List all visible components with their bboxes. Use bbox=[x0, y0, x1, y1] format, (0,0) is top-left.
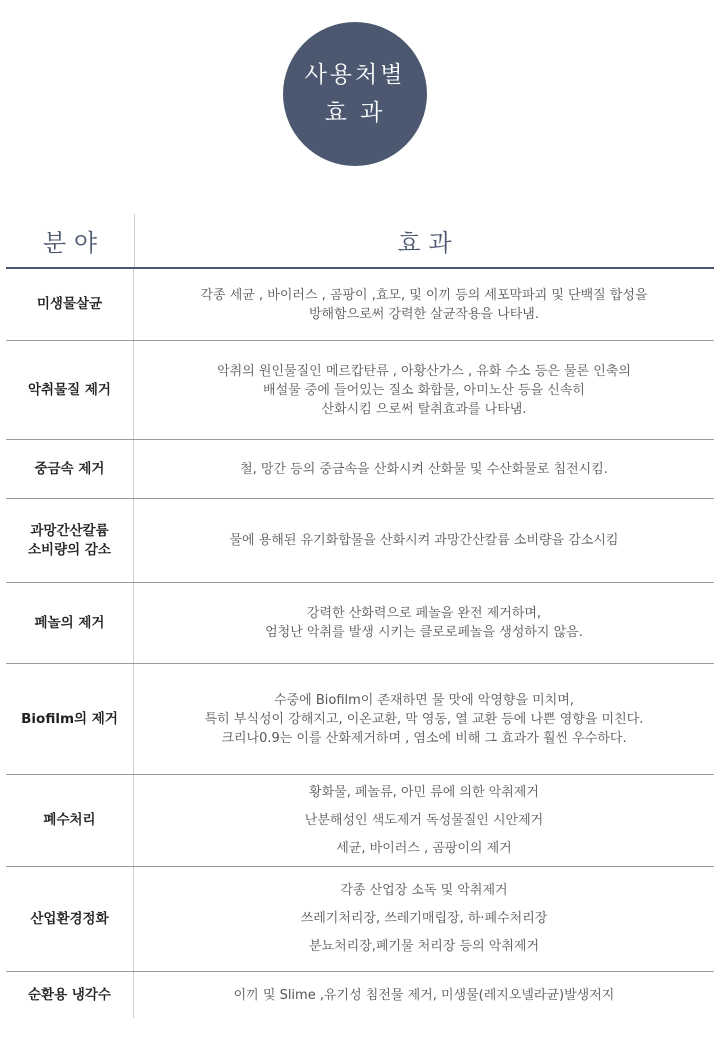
field-label: 페놀의 제거 bbox=[34, 614, 105, 631]
effect-cell bbox=[134, 972, 714, 1018]
effect-text-line: 강력한 산화력으로 페놀을 완전 제거하며, bbox=[306, 606, 542, 621]
effect-text-line: 방해함으로써 강력한 살균작용을 나타냄. bbox=[308, 306, 539, 322]
field-label: 소비량의 감소 bbox=[28, 541, 111, 558]
table-row bbox=[6, 867, 714, 972]
badge-title-line2: 효 과 bbox=[324, 100, 386, 126]
effect-cell bbox=[134, 341, 714, 439]
effect-text-line: 특히 부식성이 강해지고, 이온교환, 막 영동, 열 교환 등에 나쁜 영향을 미친다. bbox=[204, 711, 644, 727]
table-body bbox=[6, 269, 714, 1018]
effect-text-line: 배설물 중에 들어있는 질소 화합물, 아미노산 등을 신속히 bbox=[263, 382, 585, 398]
field-label: 산업환경정화 bbox=[30, 910, 109, 927]
field-label: 미생물살균 bbox=[36, 296, 103, 312]
field-label: 폐수처리 bbox=[43, 812, 96, 828]
effect-text-line: 수중에 Biofilm이 존재하면 물 맛에 악영향을 미치며, bbox=[274, 692, 574, 708]
field-cell bbox=[6, 269, 134, 340]
table-row bbox=[6, 583, 714, 664]
field-cell bbox=[6, 583, 134, 663]
effect-text-line: 세균, 바이러스 , 곰팡이의 제거 bbox=[336, 840, 512, 856]
effect-text-line: 각종 산업장 소독 및 악취제거 bbox=[340, 883, 508, 898]
table-row bbox=[6, 775, 714, 867]
title-badge bbox=[283, 22, 427, 166]
effect-text-line: 엄청난 악취를 발생 시키는 클로로페놀을 생성하지 않음. bbox=[265, 625, 583, 640]
effect-cell bbox=[134, 269, 714, 340]
table-row bbox=[6, 269, 714, 341]
field-label: 중금속 제거 bbox=[34, 460, 105, 477]
header-effect: 효 과 bbox=[397, 229, 452, 257]
field-cell bbox=[6, 867, 134, 971]
effect-cell bbox=[134, 499, 714, 582]
table-header bbox=[6, 214, 714, 269]
effect-text-line: 이끼 및 Slime ,유기성 침전물 제거, 미생물(레지오넬라균)발생저지 bbox=[233, 987, 615, 1003]
field-cell bbox=[6, 499, 134, 582]
header-field: 분 야 bbox=[6, 214, 135, 267]
table-row bbox=[6, 972, 714, 1018]
effect-cell bbox=[134, 583, 714, 663]
effect-text-line: 크리나0.9는 이를 산화제거하며 , 염소에 비해 그 효과가 훨씬 우수하다. bbox=[221, 730, 627, 746]
effect-cell bbox=[134, 440, 714, 498]
table-row bbox=[6, 499, 714, 583]
table-row bbox=[6, 440, 714, 499]
field-label: 과망간산칼륨 bbox=[30, 522, 109, 539]
field-label: 악취물질 제거 bbox=[28, 381, 111, 398]
table-row bbox=[6, 341, 714, 440]
effect-text-line: 분뇨처리장,폐기물 처리장 등의 악취제거 bbox=[308, 939, 539, 954]
effects-table bbox=[6, 214, 714, 1018]
field-cell bbox=[6, 775, 134, 866]
field-cell bbox=[6, 341, 134, 439]
effect-text-line: 황화물, 페놀류, 아민 류에 의한 악취제거 bbox=[309, 784, 539, 800]
field-cell bbox=[6, 440, 134, 498]
field-label: 순환용 냉각수 bbox=[28, 986, 111, 1003]
effect-cell bbox=[134, 867, 714, 971]
effect-text-line: 물에 용해된 유기화합물을 산화시켜 과망간산칼륨 소비량을 감소시킴 bbox=[229, 533, 619, 548]
effect-cell bbox=[134, 775, 714, 866]
effect-text-line: 난분해성인 색도제거 독성물질인 시안제거 bbox=[304, 812, 544, 828]
badge-title-line1: 사용처별 bbox=[304, 62, 406, 88]
field-cell bbox=[6, 972, 134, 1018]
effect-text-line: 산화시킴 으로써 탈취효과를 나타냄. bbox=[321, 401, 527, 417]
table-row bbox=[6, 664, 714, 775]
effect-cell bbox=[134, 664, 714, 774]
effect-text-line: 쓰레기처리장, 쓰레기매립장, 하·폐수처리장 bbox=[300, 911, 548, 926]
effect-text-line: 각종 세균 , 바이러스 , 곰팡이 ,효모, 및 이끼 등의 세포막파괴 및 단백질 합성을 bbox=[200, 287, 648, 303]
effect-text-line: 철, 망간 등의 중금속을 산화시켜 산화물 및 수산화물로 침전시킴. bbox=[240, 461, 608, 477]
field-label: Biofilm의 제거 bbox=[21, 710, 118, 727]
effect-text-line: 악취의 원인물질인 메르캅탄류 , 아황산가스 , 유화 수소 등은 물론 인축의 bbox=[217, 363, 631, 379]
field-cell bbox=[6, 664, 134, 774]
